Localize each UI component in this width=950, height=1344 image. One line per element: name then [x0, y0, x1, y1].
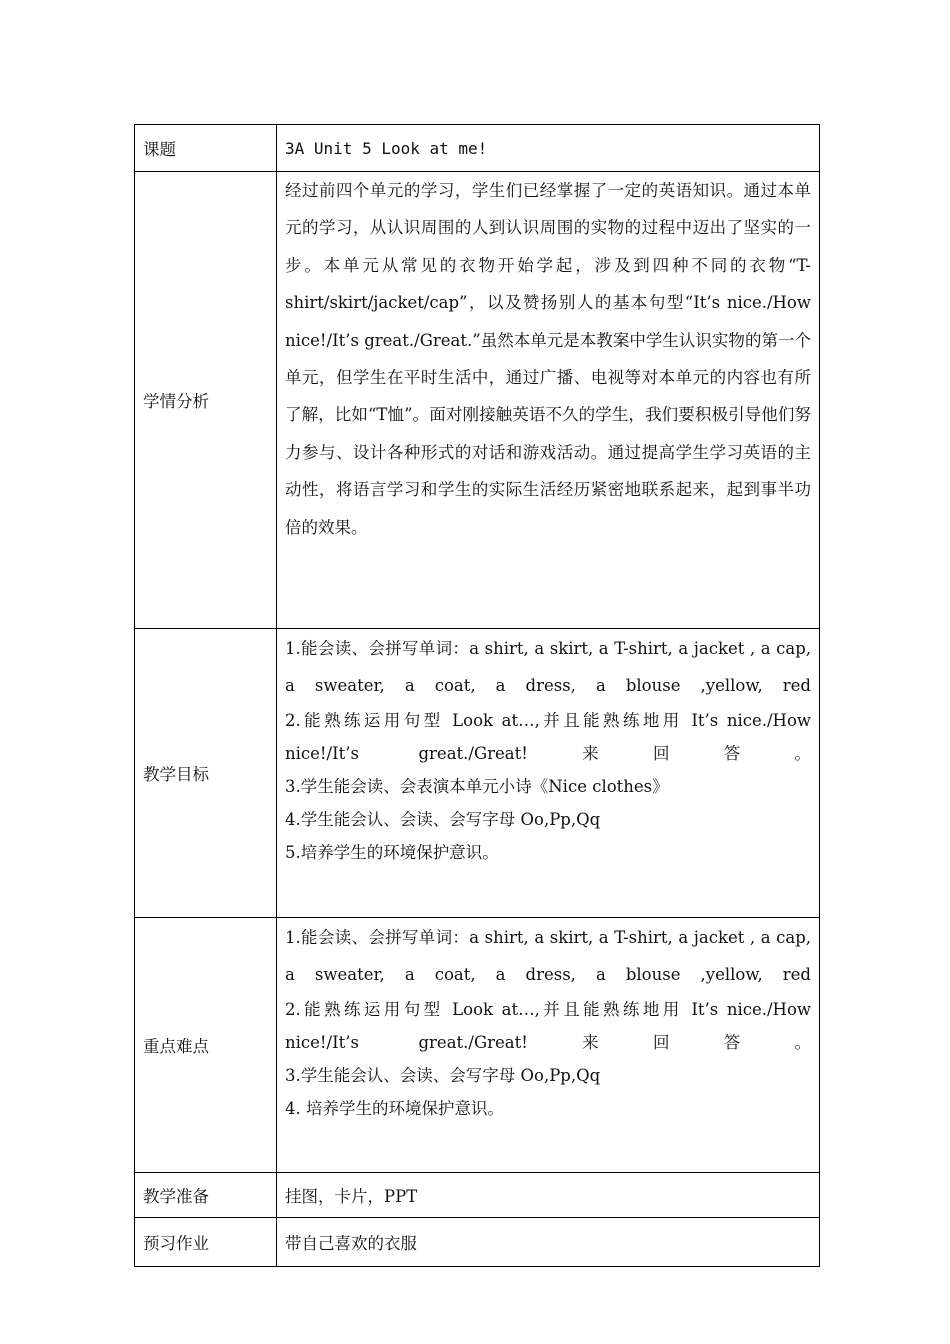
keys-list [277, 918, 820, 1173]
row-analysis [135, 172, 820, 629]
label-homework: 预习作业 [135, 1218, 277, 1267]
value-analysis: 经过前四个单元的学习，学生们已经掌握了一定的英语知识。通过本单元的学习，从认识周围的人到认识周围的实物的过程中迈出了坚实的一步。本单元从常见的衣物开始学起，涉及到四种不同的衣物“T-shirt/skirt/jacket/cap”，以及赞扬别人的基本句型“It’s nice./How nice!/It’s great./Great.”虽然本单元是本教案中学生认识实物的第一个单元，但学生在平时生活中，通过广播、电视等对本单元的内容也有所了解，比如“T恤”。面对刚接触英语不久的学生，我们要积极引导他们努力参与、设计各种形式的对话和游戏活动。通过提高学生学习英语的主动性，将语言学习和学生的实际生活经历紧密地联系起来，起到事半功倍的效果。 [277, 172, 820, 629]
label-goals: 教学目标 [135, 629, 277, 918]
goal-item: 1.能会读、会拼写单词：a shirt, a skirt, a T-shirt, a jacket , a cap, a sweater, a coat, a dress, a blouse ,yellow, red [285, 639, 811, 695]
label-keys: 重点难点 [135, 918, 277, 1173]
goal-item: 2.能熟练运用句型 Look at…,并且能熟练地用 It’s nice./How nice!/It’s great./Great!来回答。 [285, 711, 811, 763]
key-item: 1.能会读、会拼写单词：a shirt, a skirt, a T-shirt, a jacket , a cap, a sweater, a coat, a dress, a blouse ,yellow, red [285, 928, 811, 984]
goals-list [277, 629, 820, 918]
key-item: 2.能熟练运用句型 Look at…,并且能熟练地用 It’s nice./How nice!/It’s great./Great!来回答。 [285, 1000, 811, 1052]
row-goals [135, 629, 820, 918]
goal-item: 5.培养学生的环境保护意识。 [285, 843, 499, 862]
key-item: 4. 培养学生的环境保护意识。 [285, 1099, 504, 1118]
value-title: 3A Unit 5 Look at me! [277, 125, 820, 172]
goal-item: 4.学生能会认、会读、会写字母 Oo,Pp,Qq [285, 810, 601, 829]
row-keys [135, 918, 820, 1173]
row-title [135, 125, 820, 172]
row-prep [135, 1173, 820, 1218]
label-title: 课题 [135, 125, 277, 172]
label-analysis: 学情分析 [135, 172, 277, 629]
label-prep: 教学准备 [135, 1173, 277, 1218]
value-homework: 带自己喜欢的衣服 [277, 1218, 820, 1267]
value-prep: 挂图，卡片，PPT [277, 1173, 820, 1218]
key-item: 3.学生能会认、会读、会写字母 Oo,Pp,Qq [285, 1066, 601, 1085]
goal-item: 3.学生能会读、会表演本单元小诗《Nice clothes》 [285, 777, 669, 796]
lesson-plan-table [134, 124, 820, 1267]
row-homework [135, 1218, 820, 1267]
